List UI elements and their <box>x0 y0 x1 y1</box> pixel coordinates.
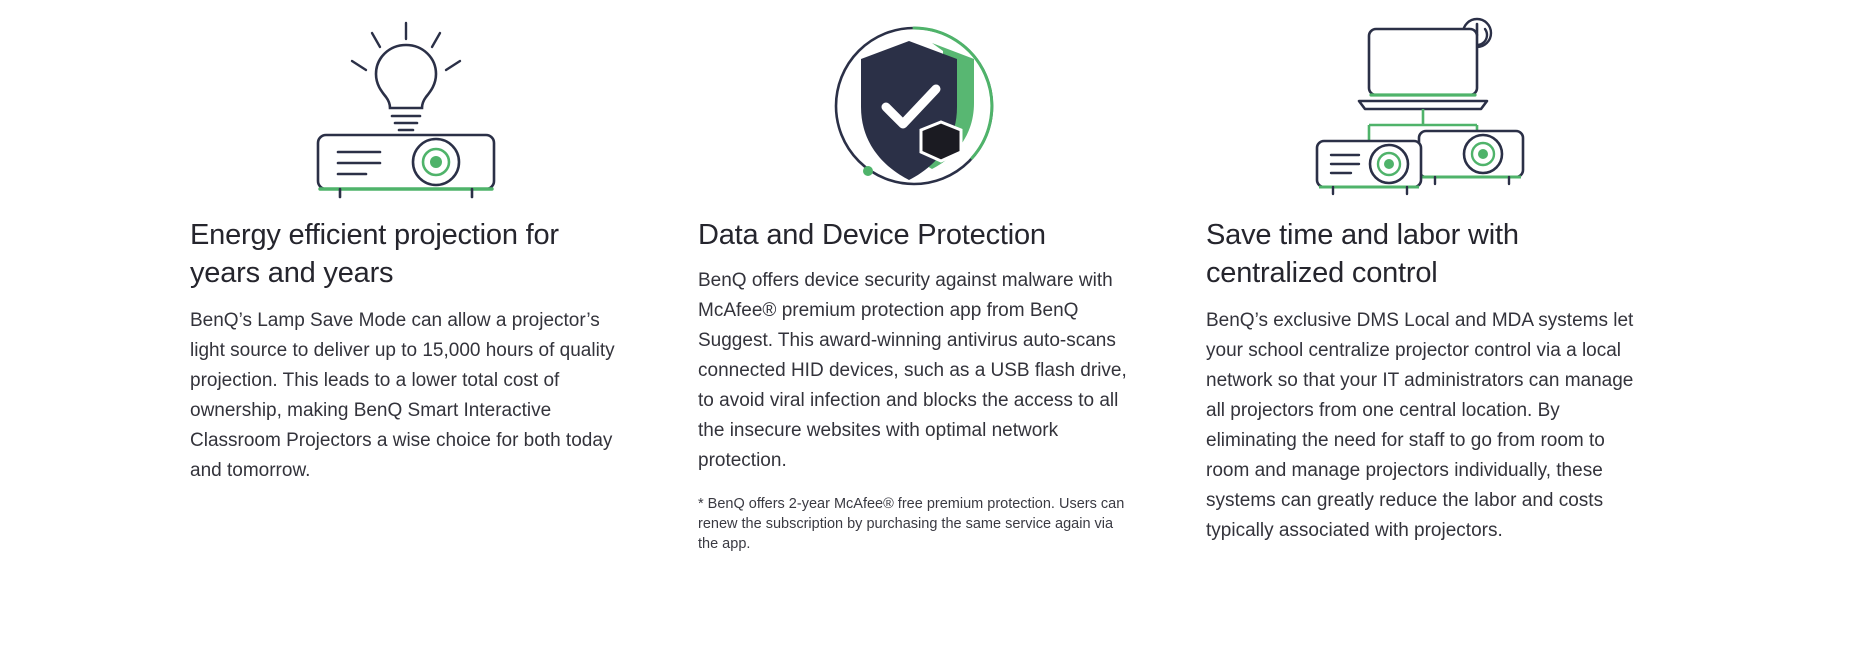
feature-column-energy <box>190 8 622 486</box>
feature-column-central-control <box>1206 8 1638 546</box>
column-body: BenQ’s Lamp Save Mode can allow a projector’s light source to deliver up to 15,000 hours of quality projection. This leads to a lower total cost of ownership, making BenQ Smart Interactive Classroom Projectors a wise choice for both today and tomorrow. <box>190 310 615 481</box>
column-body: BenQ’s exclusive DMS Local and MDA systems let your school centralize projector control via a local network so that your IT administrators can manage all projectors from one central location. By eliminating the need for staff to go from room to room and manage projectors individually, these systems can greatly reduce the labor and costs typically associated with projectors. <box>1206 310 1634 541</box>
laptop-two-projectors-icon <box>1206 8 1638 208</box>
columns-container <box>190 0 1680 554</box>
column-title: Save time and labor with centralized control <box>1206 219 1519 289</box>
column-footnote: * BenQ offers 2-year McAfee® free premium protection. Users can renew the subscription by purchasing the same service again via the app. <box>698 496 1125 552</box>
shield-check-icon <box>698 8 1130 208</box>
column-title: Data and Device Protection <box>698 219 1046 251</box>
feature-column-protection <box>698 8 1130 554</box>
column-title: Energy efficient projection for years and years <box>190 219 559 289</box>
lightbulb-projector-icon <box>190 8 622 208</box>
column-body: BenQ offers device security against malware with McAfee® premium protection app from BenQ Suggest. This award-winning antivirus auto-scans connected HID devices, such as a USB flash drive, to avoid viral infection and blocks the access to all the insecure websites with optimal network protection. <box>698 270 1127 471</box>
